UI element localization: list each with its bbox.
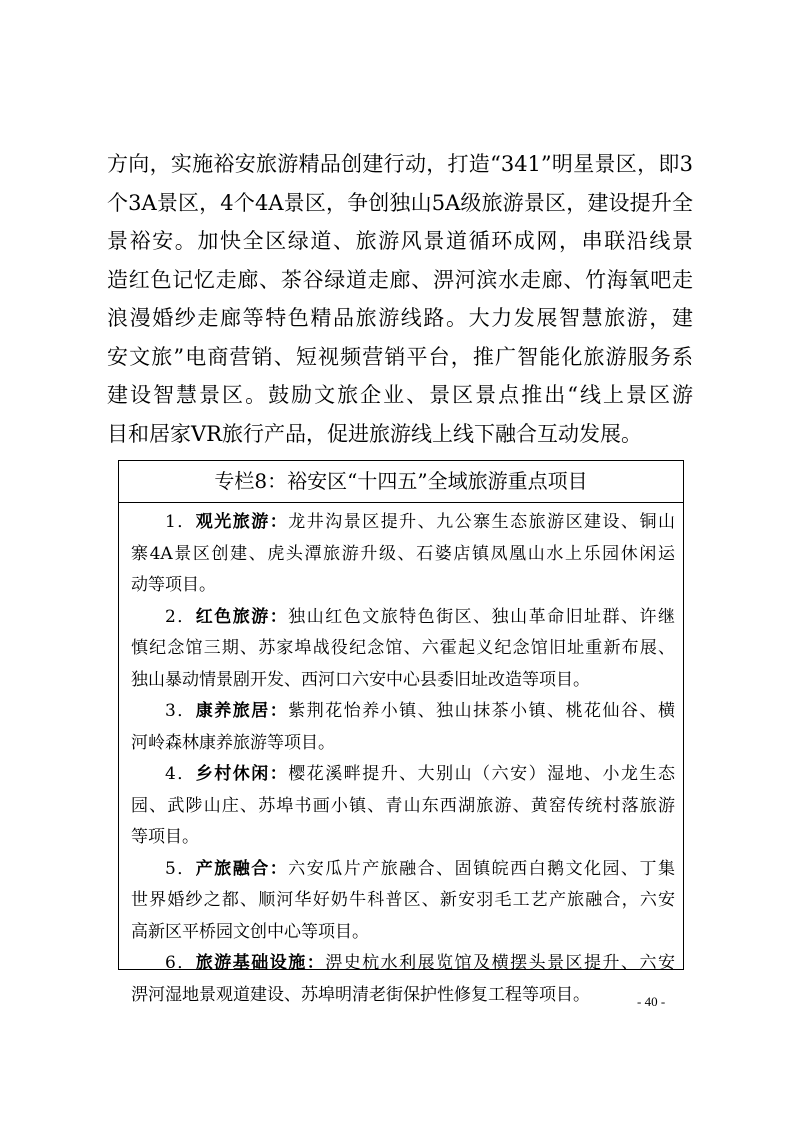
item-heading: 旅游基础设施： (195, 953, 326, 973)
item-text: 龙井沟景区提升、九公寨生态旅游区建设、铜山 (288, 512, 675, 532)
item-text: 淠史杭水利展览馆及横摆头景区提升、六安 (325, 953, 675, 973)
page-number: - 40 - (637, 994, 666, 1009)
item-number: 5． (165, 858, 196, 879)
item-first-line (131, 602, 675, 634)
item-line: 动等项目。 (131, 575, 216, 595)
item-first-line (131, 854, 675, 886)
item-line: 寨4A景区创建、虎头潭旅游升级、石婆店镇凤凰山水上乐园休闲运 (131, 543, 675, 564)
item-number: 3． (165, 701, 196, 721)
sidebar-box-title: 专栏8：裕安区“十四五”全域旅游重点项目 (119, 461, 683, 503)
item-line: 河岭森林康养旅游等项目。 (131, 732, 335, 753)
item-heading: 观光旅游： (195, 512, 289, 532)
item-line: 独山暴动情景剧开发、西河口六安中心县委旧址改造等项目。 (131, 669, 590, 690)
item-number: 1． (165, 512, 196, 532)
item-text: 樱花溪畔提升、大别山（六安）湿地、小龙生态 (288, 764, 675, 784)
item-line: 世界婚纱之都、顺河华好奶牛科普区、新安羽毛工艺产旅融合，六安 (131, 890, 675, 910)
item-line: 淠河湿地景观道建设、苏埠明清老街保护性修复工程等项目。 (131, 984, 590, 1005)
item-first-line (131, 948, 675, 980)
body-line: 目和居家VR旅行产品，促进旅游线上线下融合互动发展。 (107, 421, 642, 446)
item-line: 园、武陟山庄、苏埠书画小镇、青山东西湖旅游、黄窑传统村落旅游 (131, 795, 675, 816)
sidebar-box-content (119, 503, 683, 1011)
body-line: 方向，实施裕安旅游精品创建行动，打造“341”明星景区，即3 (107, 152, 693, 176)
project-item-industry-integration (131, 854, 675, 949)
item-text: 六安瓜片产旅融合、固镇皖西白鹅文化园、丁集 (288, 858, 675, 879)
body-line: 景裕安。加快全区绿道、旅游风景道循环成网，串联沿线景 (107, 229, 693, 253)
item-first-line (131, 759, 675, 791)
body-line: 个3A景区，4个4A景区，争创独山5A级旅游景区，建设提升全 (107, 190, 693, 215)
item-line: 慎纪念馆三期、苏家埠战役纪念馆、六霍起义纪念馆旧址重新布展、 (131, 638, 675, 658)
item-text: 紫荆花怡养小镇、独山抹茶小镇、桃花仙谷、横 (288, 701, 675, 721)
item-heading: 乡村休闲： (195, 764, 289, 784)
body-paragraph (107, 145, 693, 453)
project-item-wellness (131, 696, 675, 759)
item-text: 独山红色文旅特色街区、独山革命旧址群、许继 (288, 606, 675, 627)
item-first-line (131, 696, 675, 728)
item-heading: 红色旅游： (195, 606, 289, 627)
item-first-line (131, 507, 675, 539)
body-line: 安文旅”电商营销、短视频营销平台，推广智能化旅游服务系 (107, 344, 693, 369)
project-item-rural-leisure (131, 759, 675, 854)
body-line: 造红色记忆走廊、茶谷绿道走廊、淠河滨水走廊、竹海氧吧走 (107, 267, 693, 292)
item-number: 2． (165, 606, 196, 627)
item-number: 4． (165, 764, 196, 784)
item-heading: 康养旅居： (195, 701, 289, 721)
project-item-sightseeing (131, 507, 675, 602)
project-item-red-tourism (131, 602, 675, 697)
item-heading: 产旅融合： (195, 858, 289, 879)
item-line: 高新区平桥园文创中心等项目。 (131, 921, 369, 942)
project-item-infrastructure (131, 948, 675, 1011)
item-line: 等项目。 (131, 827, 199, 847)
body-line: 建设智慧景区。鼓励文旅企业、景区景点推出“线上景区游 (107, 383, 693, 407)
body-line: 浪漫婚纱走廊等特色精品旅游线路。大力发展智慧旅游，建 (107, 306, 693, 330)
item-number: 6． (165, 953, 196, 973)
